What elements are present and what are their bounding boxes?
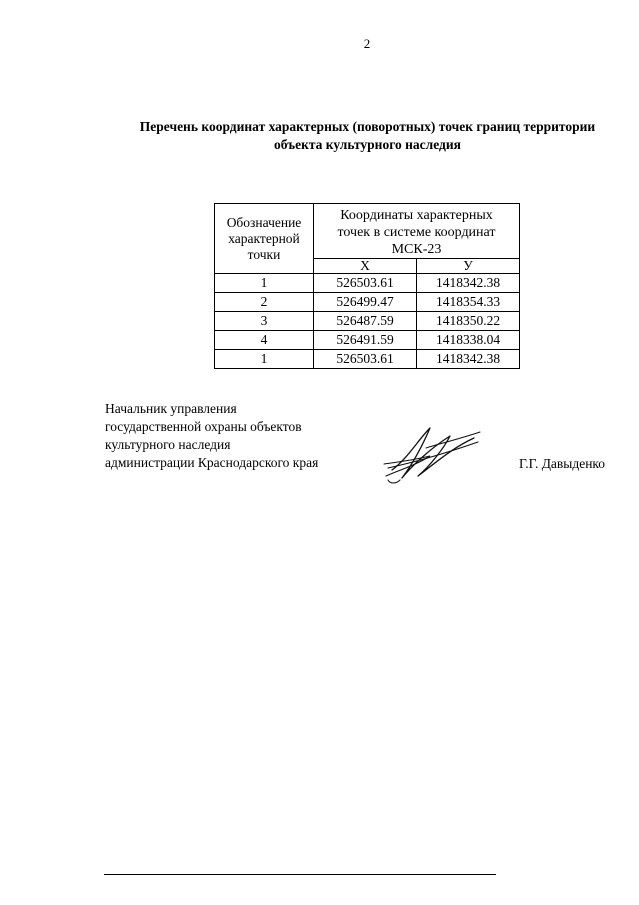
header-point-line: характерной (228, 230, 300, 246)
point-cell: 1 (215, 274, 314, 293)
y-cell: 1418342.38 (417, 274, 520, 293)
coordinates-table (214, 203, 520, 369)
x-cell: 526503.61 (314, 350, 417, 369)
table-row (215, 331, 520, 350)
position-line: культурного наследия (105, 437, 231, 452)
point-cell: 2 (215, 293, 314, 312)
header-point-line: точки (247, 246, 281, 262)
page-number: 2 (363, 36, 371, 51)
x-cell: 526491.59 (314, 331, 417, 350)
y-cell: 1418342.38 (417, 350, 520, 369)
handwritten-signature (378, 418, 488, 488)
position-line: администрации Краснодарского края (105, 455, 319, 470)
position-line: Начальник управления (105, 401, 237, 416)
title-line-1: Перечень координат характерных (поворотных) точек границ территории (139, 119, 596, 134)
header-coords-line: точек в системе координат (337, 224, 496, 240)
position-line: государственной охраны объектов (105, 419, 302, 434)
y-cell: 1418338.04 (417, 331, 520, 350)
header-y: У (417, 259, 520, 274)
point-cell: 3 (215, 312, 314, 331)
table-row (215, 293, 520, 312)
signer-position (105, 400, 318, 472)
y-cell: 1418354.33 (417, 293, 520, 312)
y-cell: 1418350.22 (417, 312, 520, 331)
table-row (215, 312, 520, 331)
point-cell: 1 (215, 350, 314, 369)
header-coords-line: Координаты характерных (340, 207, 493, 223)
table-row (215, 350, 520, 369)
header-point-line: Обозначение (226, 214, 302, 230)
footer-divider (104, 874, 496, 875)
x-cell: 526499.47 (314, 293, 417, 312)
x-cell: 526487.59 (314, 312, 417, 331)
header-point-designation (215, 204, 314, 274)
table-row (215, 274, 520, 293)
header-x: Х (314, 259, 417, 274)
document-title (100, 118, 635, 154)
header-coordinates (314, 204, 520, 259)
title-line-2: объекта культурного наследия (274, 137, 461, 152)
point-cell: 4 (215, 331, 314, 350)
header-coords-line: МСК-23 (391, 241, 442, 257)
x-cell: 526503.61 (314, 274, 417, 293)
signer-name: Г.Г. Давыденко (519, 456, 606, 471)
